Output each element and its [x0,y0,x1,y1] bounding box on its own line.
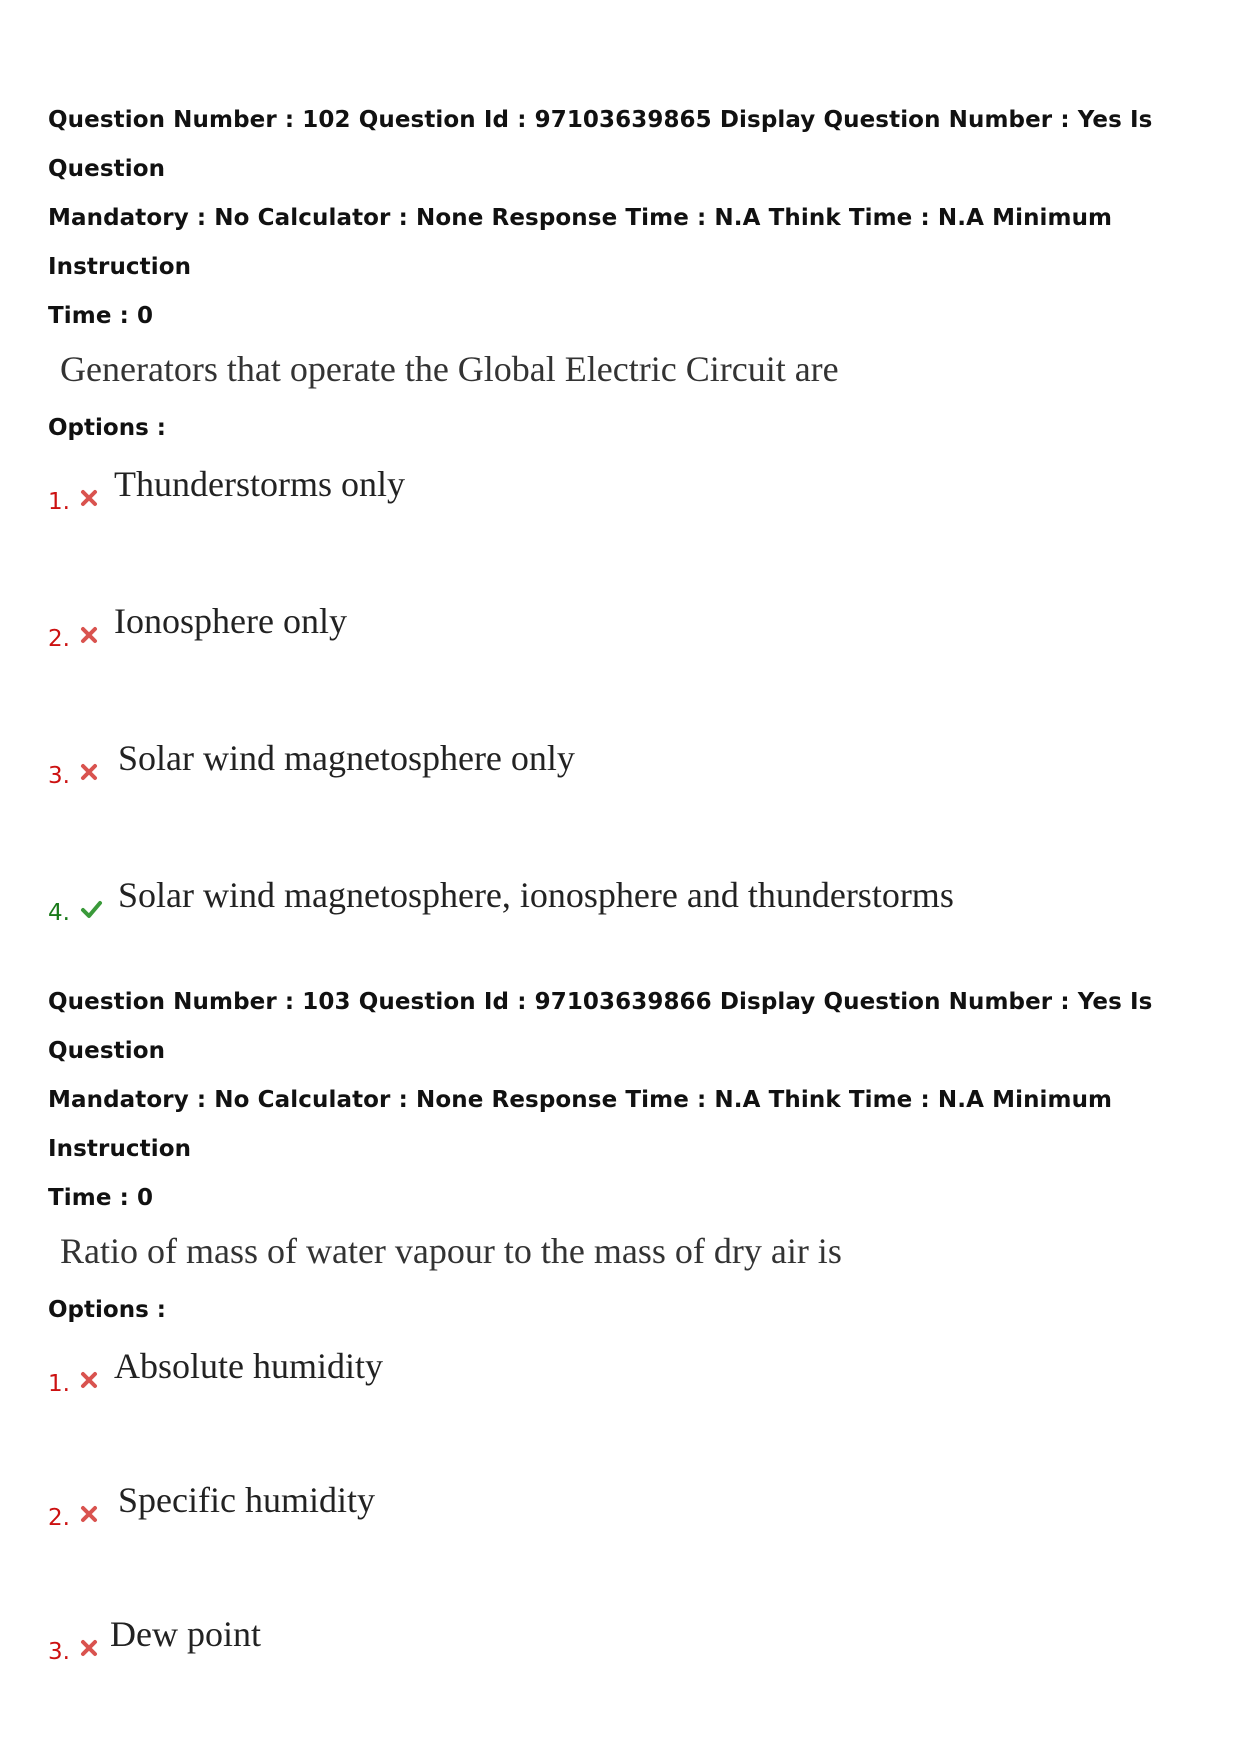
question-meta-line: Question Number : 103 Question Id : 97103639866 Display Question Number : Yes Is Question [48,989,1153,1064]
option-item [48,445,1208,582]
question-meta-line: Question Number : 102 Question Id : 97103639865 Display Question Number : Yes Is Question [48,107,1153,182]
option-text: Ionosphere only [114,601,347,641]
question-block-102 [48,96,1208,993]
option-text: Absolute humidity [114,1346,383,1386]
option-number: 4. [48,900,70,926]
wrong-cross-icon [78,761,100,783]
option-number: 1. [48,489,70,515]
question-text: Generators that operate the Global Electric Circuit are [60,349,839,389]
option-number: 2. [48,626,70,652]
option-item-correct [48,856,1208,993]
correct-check-icon [78,898,104,920]
option-number: 1. [48,1371,70,1397]
option-item [48,719,1208,856]
option-number: 3. [48,763,70,789]
option-item [48,1327,1208,1461]
option-number: 2. [48,1505,70,1531]
option-item [48,582,1208,719]
question-text: Ratio of mass of water vapour to the mass of dry air is [60,1231,842,1271]
question-meta-line: Mandatory : No Calculator : None Response Time : N.A Think Time : N.A Minimum Instruction [48,1087,1113,1162]
question-meta-line: Mandatory : No Calculator : None Response Time : N.A Think Time : N.A Minimum Instruction [48,205,1113,280]
wrong-cross-icon [78,624,100,646]
question-block-103 [48,978,1208,1729]
option-number: 3. [48,1639,70,1665]
wrong-cross-icon [78,1637,100,1659]
options-label: Options : [48,415,166,441]
wrong-cross-icon [78,487,100,509]
options-label: Options : [48,1297,166,1323]
option-item [48,1595,1208,1729]
option-text: Dew point [110,1614,261,1654]
option-item [48,1461,1208,1595]
option-text: Thunderstorms only [114,464,405,504]
option-text: Solar wind magnetosphere, ionosphere and thunderstorms [118,875,954,915]
option-text: Solar wind magnetosphere only [118,738,575,778]
wrong-cross-icon [78,1369,100,1391]
wrong-cross-icon [78,1503,100,1525]
question-meta-line: Time : 0 [48,1185,154,1211]
option-text: Specific humidity [118,1480,375,1520]
question-meta-line: Time : 0 [48,303,154,329]
